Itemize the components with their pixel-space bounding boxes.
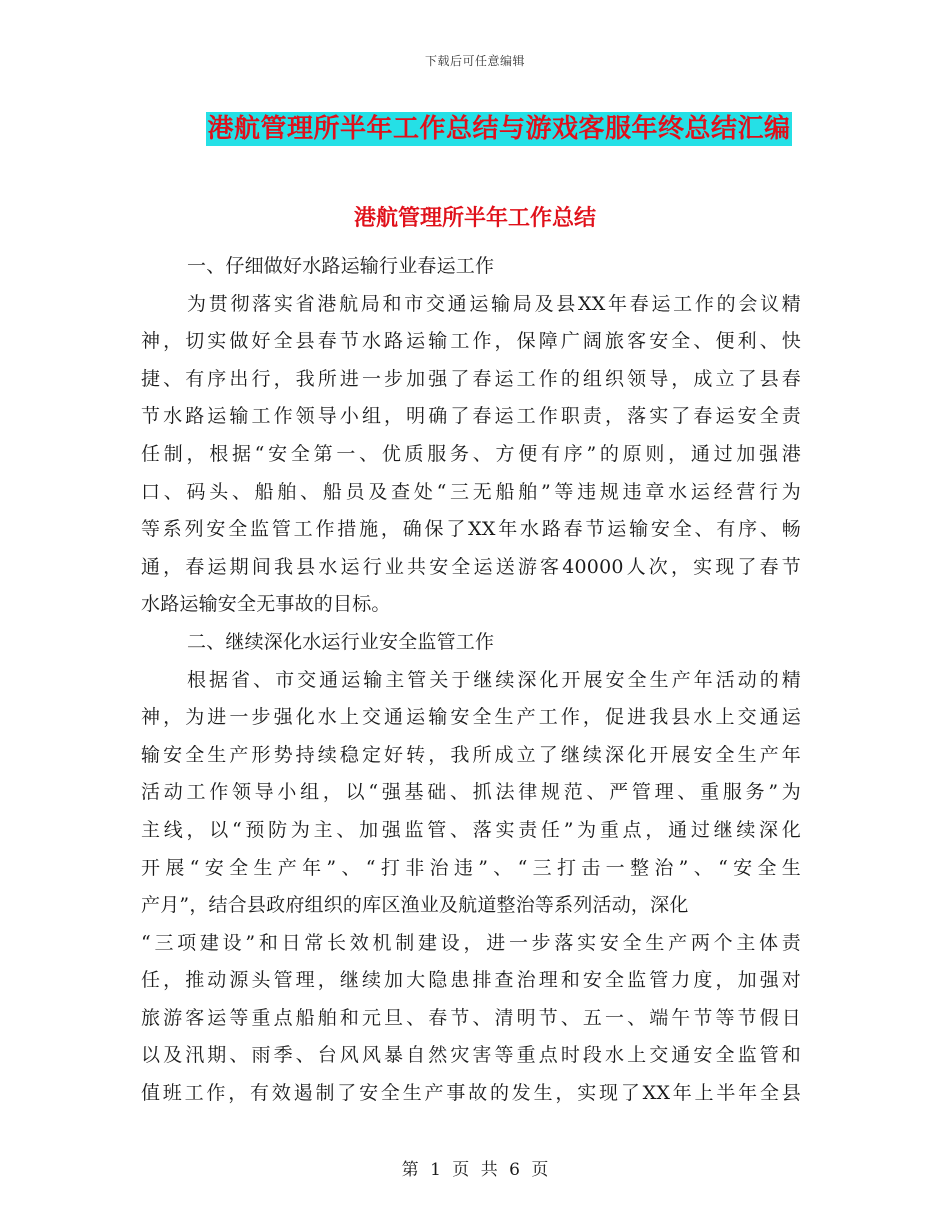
main-title-container [0,112,950,146]
header-note: 下载后可任意编辑 [424,54,525,68]
heading-2: 二、继续深化水运行业安全监管工作 [187,630,495,653]
paragraph-line: 以及汛期、雨季、台风风暴自然灾害等重点时段水上交通安全监管和 [141,1044,801,1067]
main-title: 港航管理所半年工作总结与游戏客服年终总结汇编 [207,114,791,144]
paragraph-line: 神，切实做好全县春节水路运输工作，保障广阔旅客安全、便利、快 [141,330,801,353]
paragraph-line: 旅游客运等重点船舶和元旦、春节、清明节、五一、端午节等节假日 [141,1006,801,1029]
paragraph-line: 主线，以“预防为主、加强监管、落实责任”为重点，通过继续深化 [141,818,801,841]
paragraph-line: 根据省、市交通运输主管关于继续深化开展安全生产年活动的精 [187,668,801,691]
paragraph-line: 任，推动源头管理，继续加大隐患排查治理和安全监管力度，加强对 [141,969,801,992]
page-number: 第 1 页 共 6 页 [401,1160,549,1180]
paragraph-line: 输安全生产形势持续稳定好转，我所成立了继续深化开展安全生产年 [141,743,801,766]
paragraph-line: 口、码头、船舶、船员及查处“三无船舶”等违规违章水运经营行为 [141,480,801,503]
paragraph-line: 任制，根据“安全第一、优质服务、方便有序”的原则，通过加强港 [141,442,801,465]
paragraph-line: 水路运输安全无事故的目标。 [141,593,391,616]
paragraph-line: 节水路运输工作领导小组，明确了春运工作职责，落实了春运安全责 [141,405,801,428]
section-title: 港航管理所半年工作总结 [353,205,596,231]
heading-1: 一、仔细做好水路运输行业春运工作 [187,255,495,277]
paragraph-line: 等系列安全监管工作措施，确保了XX年水路春节运输安全、有序、畅 [141,518,801,541]
paragraph-line: 通，春运期间我县水运行业共安全运送游客40000人次，实现了春节 [141,555,801,578]
paragraph-line: 开展“安全生产年”、“打非治违”、“三打击一整治”、“安全生 [141,856,801,879]
paragraph-line: 捷、有序出行，我所进一步加强了春运工作的组织领导，成立了县春 [141,367,801,390]
paragraph-line: 产月”，结合县政府组织的库区渔业及航道整治等系列活动，深化 [141,894,689,917]
paragraph-line: 为贯彻落实省港航局和市交通运输局及县XX年春运工作的会议精 [187,292,801,315]
paragraph-line: 活动工作领导小组，以“强基础、抓法律规范、严管理、重服务”为 [141,781,801,804]
body-text [141,248,801,1113]
paragraph-line: 神，为进一步强化水上交通运输安全生产工作，促进我县水上交通运 [141,706,801,729]
paragraph-line: “三项建设”和日常长效机制建设，进一步落实安全生产两个主体责 [141,931,801,954]
paragraph-line: 值班工作，有效遏制了安全生产事故的发生，实现了XX年上半年全县 [141,1082,801,1105]
